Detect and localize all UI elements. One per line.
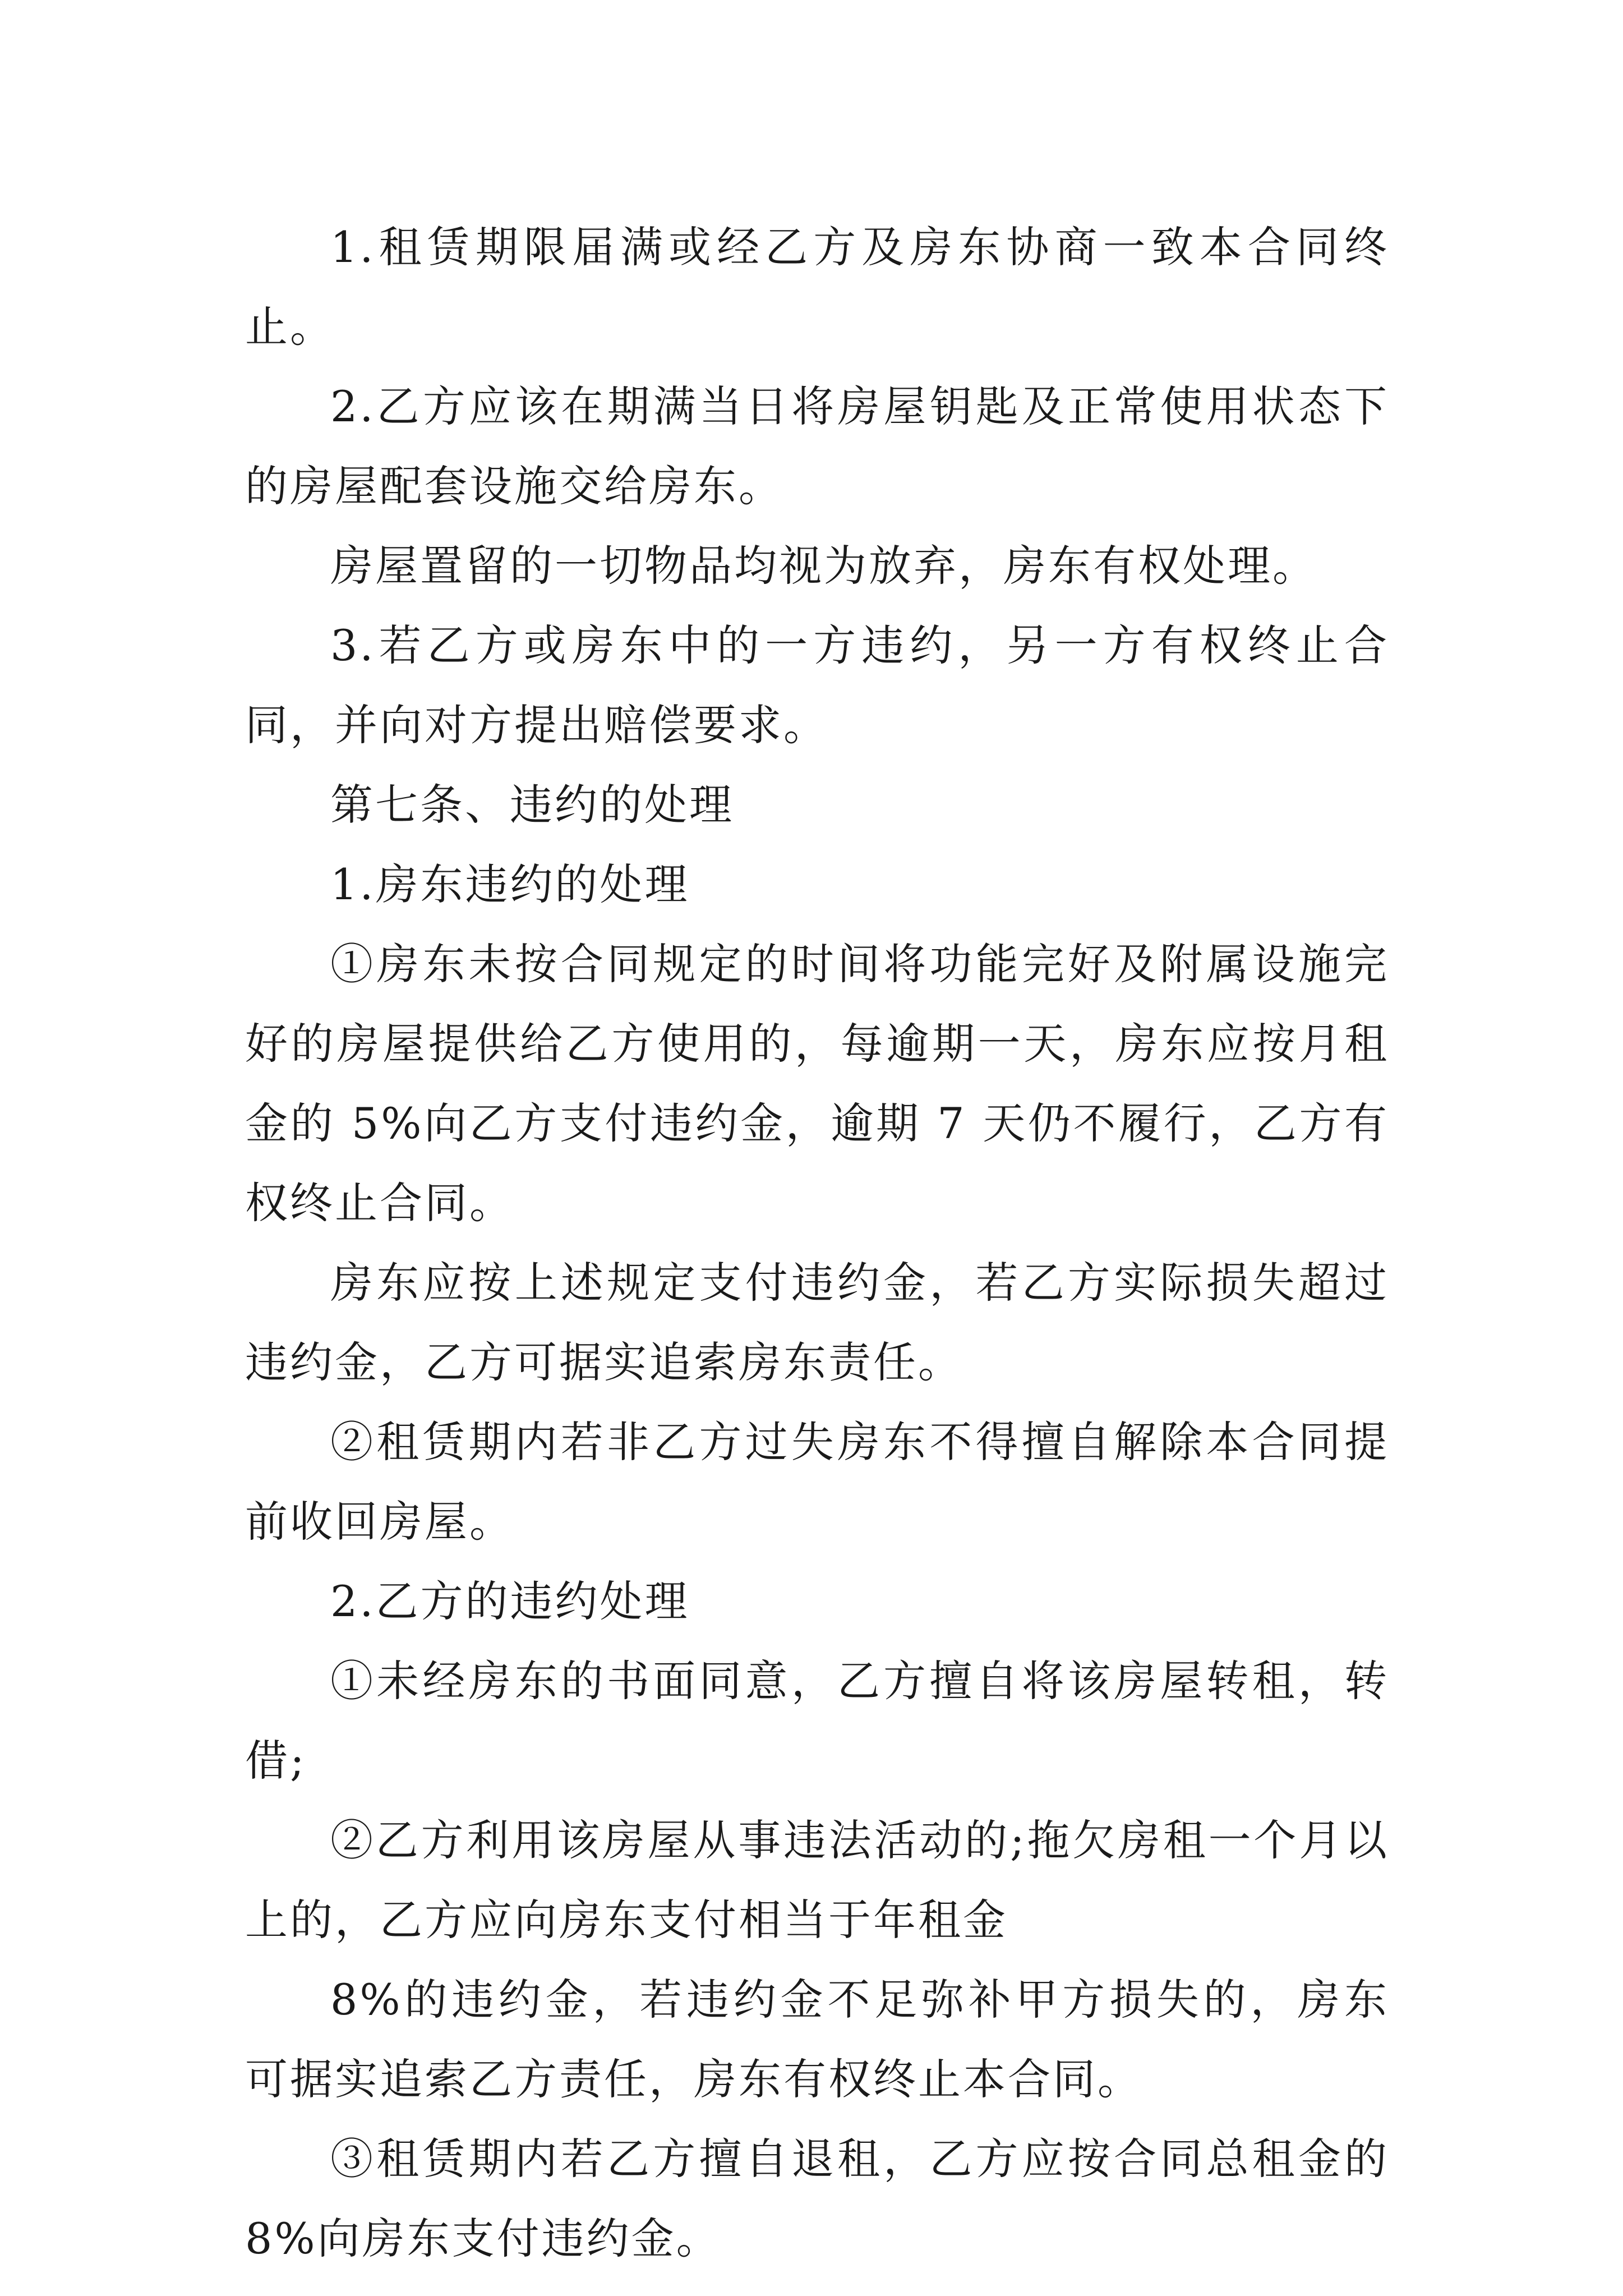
paragraph-landlord-penalty: 房东应按上述规定支付违约金，若乙方实际损失超过违约金，乙方可据实追索房东责任。	[245, 1258, 1389, 1387]
paragraph-tenant-breach-1: ①未经房东的书面同意，乙方擅自将该房屋转租，转借;	[245, 1656, 1389, 1786]
paragraph-landlord-breach-2: ②租赁期内若非乙方过失房东不得擅自解除本合同提前收回房屋。	[245, 1417, 1389, 1547]
paragraph-termination-clause-2: 2.乙方应该在期满当日将房屋钥匙及正常使用状态下的房屋配套设施交给房东。	[245, 381, 1389, 511]
paragraph-tenant-breach-2: ②乙方利用该房屋从事违法活动的;拖欠房租一个月以上的，乙方应向房东支付相当于年租金	[245, 1815, 1389, 1945]
paragraph-termination-clause-1: 1.租赁期限届满或经乙方及房东协商一致本合同终止。	[245, 222, 1389, 352]
paragraph-tenant-penalty: 8%的违约金，若违约金不足弥补甲方损失的，房东可据实追索乙方责任，房东有权终止本合同。	[245, 1975, 1389, 2104]
subheading-tenant-breach: 2.乙方的违约处理	[330, 1576, 690, 1626]
paragraph-landlord-breach-1: ①房东未按合同规定的时间将功能完好及附属设施完好的房屋提供给乙方使用的，每逾期一天，房东应按月租金的 5%向乙方支付违约金，逾期 7 天仍不履行，乙方有权终止合同。	[245, 939, 1389, 1228]
subheading-landlord-breach: 1.房东违约的处理	[330, 859, 690, 909]
paragraph-tenant-breach-3: ③租赁期内若乙方擅自退租，乙方应按合同总租金的 8%向房东支付违约金。	[245, 2134, 1389, 2263]
paragraph-termination-clause-3: 3.若乙方或房东中的一方违约，另一方有权终止合同，并向对方提出赔偿要求。	[245, 620, 1389, 750]
paragraph-abandoned-items: 房屋置留的一切物品均视为放弃，房东有权处理。	[330, 541, 1317, 591]
document-body	[245, 208, 1389, 2279]
section-heading-article-7: 第七条、违约的处理	[330, 780, 734, 830]
